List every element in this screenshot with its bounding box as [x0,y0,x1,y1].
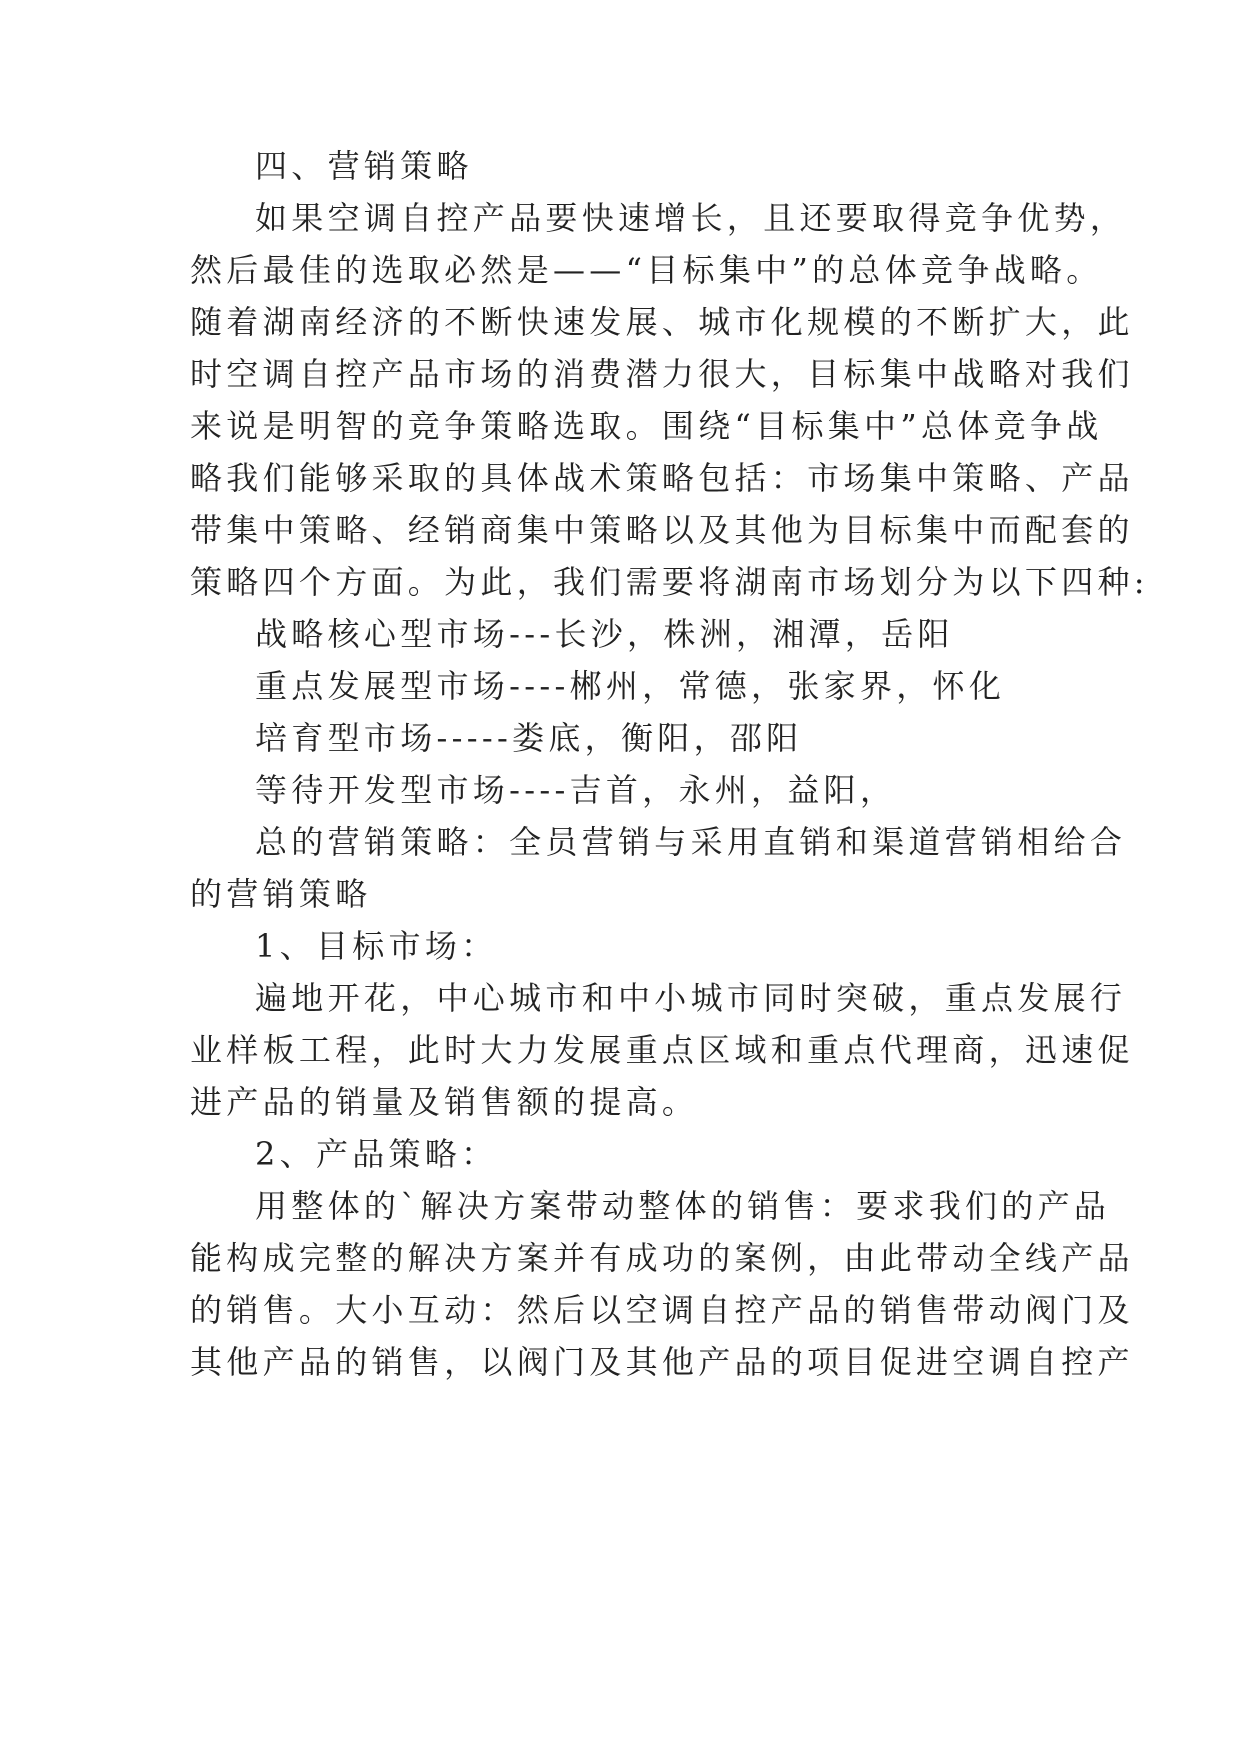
target-market-heading: 1、目标市场： [255,927,498,965]
overall-strategy-line-2: 的营销策略 [190,875,372,913]
product-strategy-line-1: 用整体的`解决方案带动整体的销售：要求我们的产品 [255,1187,1111,1225]
target-market-line-1: 遍地开花，中心城市和中小城市同时突破，重点发展行 [255,979,1127,1017]
intro-paragraph-line-2: 然后最佳的选取必然是——“目标集中”的总体竞争战略。 [190,251,1103,289]
target-market-line-2: 业样板工程，此时大力发展重点区域和重点代理商，迅速促 [190,1031,1134,1069]
intro-paragraph-line-1: 如果空调自控产品要快速增长，且还要取得竞争优势， [255,199,1127,237]
section-heading: 四、营销策略 [255,147,473,185]
market-tier-key-development: 重点发展型市场----郴州，常德，张家界，怀化 [255,667,1006,705]
product-strategy-line-4: 其他产品的销售，以阀门及其他产品的项目促进空调自控产 [190,1343,1134,1381]
market-tier-pending: 等待开发型市场----吉首，永州，益阳， [255,771,897,809]
intro-paragraph-line-4: 时空调自控产品市场的消费潜力很大，目标集中战略对我们 [190,355,1134,393]
intro-paragraph-line-5: 来说是明智的竞争策略选取。围绕“目标集中”总体竞争战 [190,407,1103,445]
market-tier-cultivation: 培育型市场-----娄底，衡阳，邵阳 [255,719,803,757]
product-strategy-heading: 2、产品策略： [255,1135,498,1173]
intro-paragraph-line-7: 带集中策略、经销商集中策略以及其他为目标集中而配套的 [190,511,1134,549]
product-strategy-line-2: 能构成完整的解决方案并有成功的案例，由此带动全线产品 [190,1239,1134,1277]
market-tier-core: 战略核心型市场---长沙，株洲，湘潭，岳阳 [255,615,954,653]
overall-strategy-line-1: 总的营销策略：全员营销与采用直销和渠道营销相给合 [255,823,1127,861]
target-market-line-3: 进产品的销量及销售额的提高。 [190,1083,699,1121]
intro-paragraph-line-3: 随着湖南经济的不断快速发展、城市化规模的不断扩大，此 [190,303,1134,341]
intro-paragraph-line-6: 略我们能够采取的具体战术策略包括：市场集中策略、产品 [190,459,1134,497]
product-strategy-line-3: 的销售。大小互动：然后以空调自控产品的销售带动阀门及 [190,1291,1134,1329]
intro-paragraph-line-8: 策略四个方面。为此，我们需要将湖南市场划分为以下四种: [190,563,1149,601]
